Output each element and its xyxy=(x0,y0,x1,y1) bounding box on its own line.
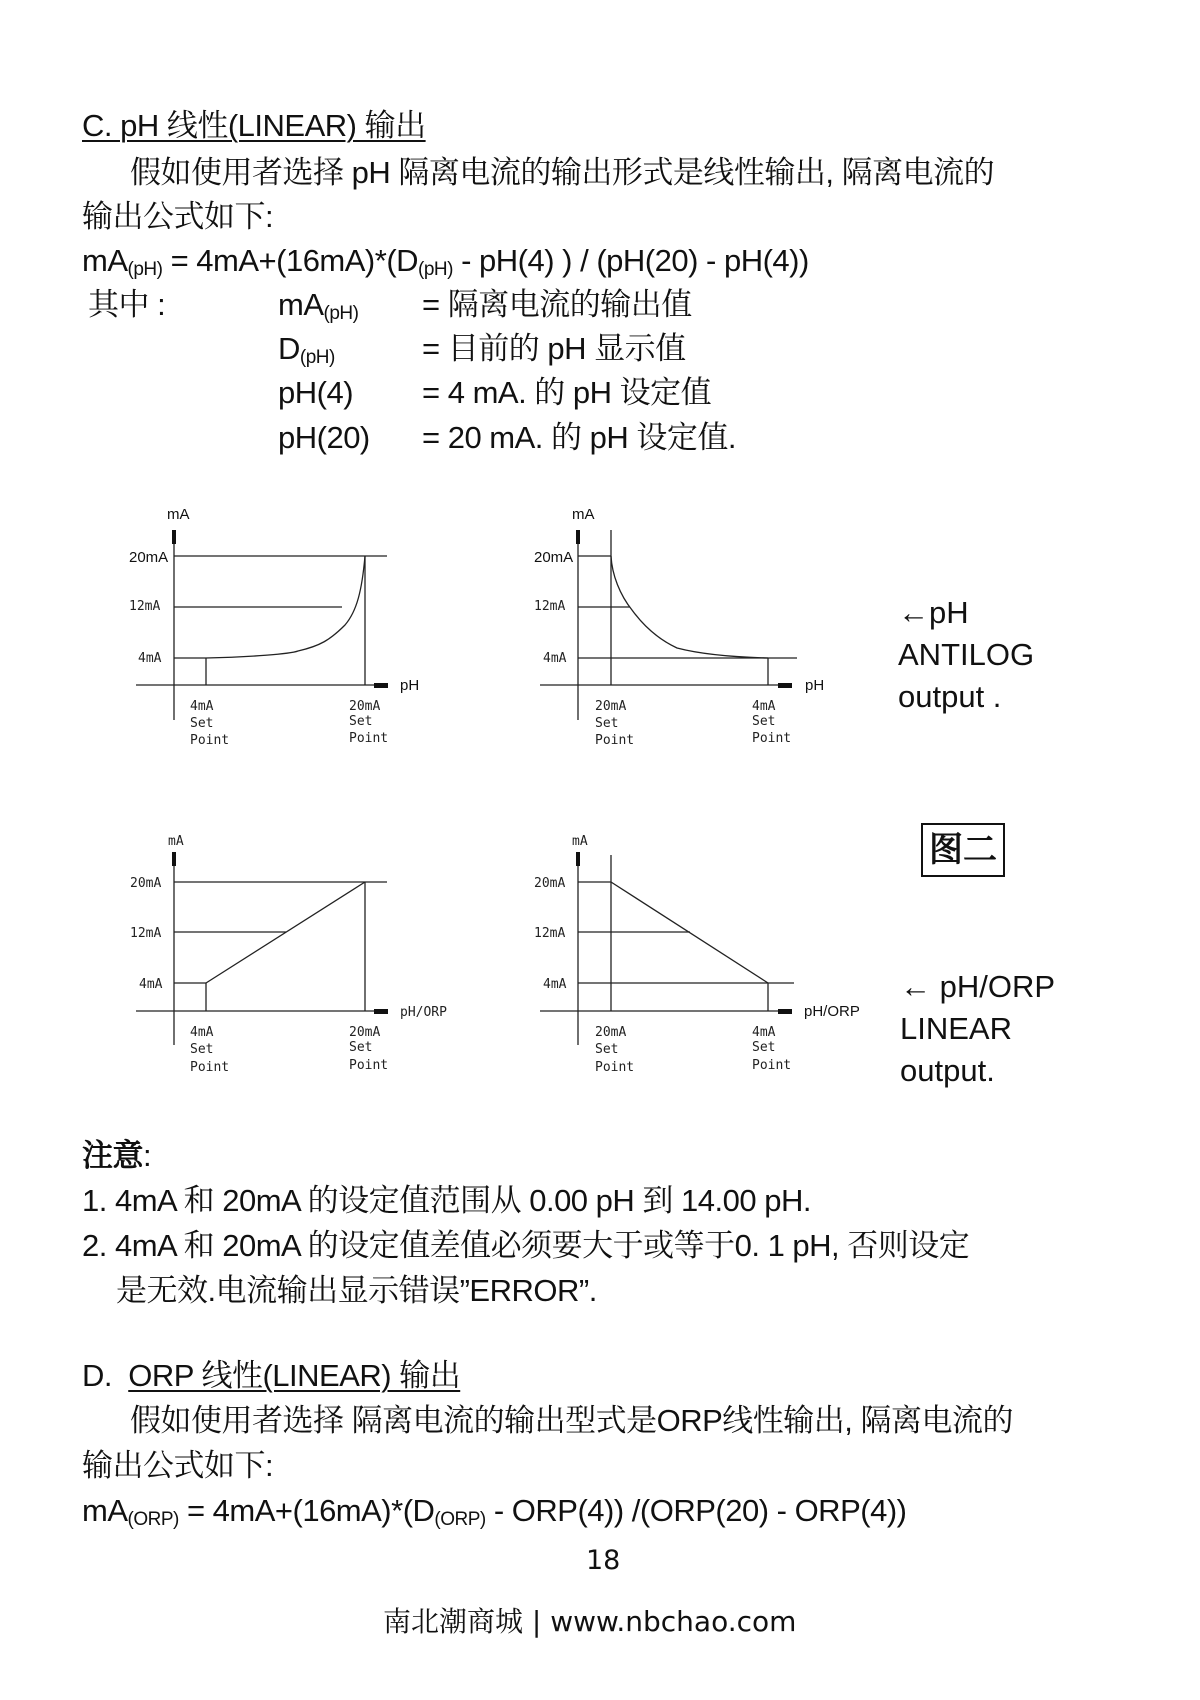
notes-colon: : xyxy=(143,1138,152,1173)
x-axis-label: pH/ORP xyxy=(804,1003,860,1020)
term-text: D xyxy=(278,331,300,366)
section-d-heading xyxy=(82,1358,460,1394)
caption-line: output. xyxy=(900,1053,995,1088)
section-c-intro-line1: 假如使用者选择 pH 隔离电流的输出形式是线性输出, 隔离电流的 xyxy=(130,155,995,190)
y-tick-20: 20mA xyxy=(130,876,162,891)
y-tick-4: 4mA xyxy=(139,977,163,992)
caption-line: output . xyxy=(898,679,1002,714)
x-tick-setpoint: 4mA xyxy=(190,1025,214,1040)
footer-site[interactable]: 南北潮商城 | www.nbchao.com xyxy=(383,1605,797,1638)
y-tick-20: 20mA xyxy=(534,549,574,566)
y-tick-12: 12mA xyxy=(534,926,566,941)
x-tick-setpoint: 20mA xyxy=(349,1025,381,1040)
chart-antilog-decreasing xyxy=(540,530,797,720)
x-tick-setpoint: 4mA xyxy=(752,1025,776,1040)
caption-line: ANTILOG xyxy=(898,637,1035,672)
x-tick-setpoint: 20mA xyxy=(595,1025,627,1040)
term-sub: (pH) xyxy=(323,303,359,324)
section-c-heading: C. pH 线性(LINEAR) 输出 xyxy=(82,108,426,143)
term-text: mA xyxy=(278,287,324,322)
x-tick-set: Set xyxy=(349,1040,373,1055)
section-d-intro-line2: 输出公式如下: xyxy=(82,1448,274,1483)
y-axis-label: mA xyxy=(572,834,588,849)
x-axis-label: pH/ORP xyxy=(400,1005,447,1020)
formula-part2: - pH(4) ) / (pH(20) - pH(4)) xyxy=(452,243,809,278)
note-item-2: 2. 4mA 和 20mA 的设定值差值必须要大于或等于0. 1 pH, 否则设定 xyxy=(82,1228,970,1263)
chart-linear-increasing xyxy=(136,852,388,1045)
x-tick-set: Set xyxy=(190,1042,214,1057)
formula-part1: = 4mA+(16mA)*(D xyxy=(162,243,419,278)
formula-lhs: mA xyxy=(82,243,128,278)
formula-d-sub: (ORP) xyxy=(434,1509,486,1530)
definition-text: = 4 mA. 的 pH 设定值 xyxy=(422,375,712,410)
y-tick-20: 20mA xyxy=(534,876,566,891)
x-tick-point: Point xyxy=(595,733,635,748)
y-tick-4: 4mA xyxy=(543,651,567,666)
formula-lhs-sub: (ORP) xyxy=(127,1509,179,1530)
y-tick-12: 12mA xyxy=(130,926,162,941)
x-tick-setpoint: 20mA xyxy=(595,699,627,714)
chart-linear-decreasing xyxy=(540,852,794,1045)
linear-caption xyxy=(900,966,1055,1092)
formula-part2: - ORP(4)) /(ORP(20) - ORP(4)) xyxy=(485,1493,907,1528)
figure-label-box: 图二 xyxy=(921,823,1005,877)
x-axis-label: pH xyxy=(805,677,825,694)
notes-title-text: 注意 xyxy=(82,1138,143,1173)
y-axis-label: mA xyxy=(168,834,184,849)
y-tick-4: 4mA xyxy=(543,977,567,992)
y-tick-20: 20mA xyxy=(129,549,169,566)
formula-lhs-sub: (pH) xyxy=(127,259,163,280)
chart-antilog-increasing xyxy=(136,530,388,720)
definition-text: = 目前的 pH 显示值 xyxy=(422,331,686,366)
y-tick-4: 4mA xyxy=(138,651,162,666)
y-tick-12: 12mA xyxy=(534,599,566,614)
caption-line: ← pH/ORP xyxy=(900,969,1056,1004)
section-d-prefix: D. xyxy=(82,1358,129,1393)
x-tick-point: Point xyxy=(349,731,389,746)
y-axis-label: mA xyxy=(167,506,190,523)
x-tick-set: Set xyxy=(752,1040,776,1055)
formula-lhs: mA xyxy=(82,1493,128,1528)
caption-line: LINEAR xyxy=(900,1011,1012,1046)
x-tick-set: Set xyxy=(190,716,214,731)
x-tick-point: Point xyxy=(190,733,230,748)
x-tick-point: Point xyxy=(349,1058,389,1073)
section-d-formula xyxy=(82,1493,906,1538)
note-item-1: 1. 4mA 和 20mA 的设定值范围从 0.00 pH 到 14.00 pH. xyxy=(82,1183,811,1218)
x-tick-point: Point xyxy=(190,1060,230,1075)
definition-text: = 20 mA. 的 pH 设定值. xyxy=(422,420,737,455)
term-sub: (pH) xyxy=(299,347,335,368)
x-tick-set: Set xyxy=(752,714,776,729)
definition-term: pH(4) xyxy=(278,375,354,410)
antilog-caption xyxy=(898,592,1034,718)
y-tick-12: 12mA xyxy=(129,599,161,614)
x-tick-point: Point xyxy=(752,731,792,746)
note-item-2-cont: 是无效.电流输出显示错误”ERROR”. xyxy=(116,1273,597,1308)
definition-term: pH(20) xyxy=(278,420,370,455)
section-d-intro-line1: 假如使用者选择 隔离电流的输出型式是ORP线性输出, 隔离电流的 xyxy=(130,1403,1014,1438)
x-tick-set: Set xyxy=(595,1042,619,1057)
y-axis-label: mA xyxy=(572,506,595,523)
x-tick-point: Point xyxy=(752,1058,792,1073)
x-tick-setpoint: 4mA xyxy=(752,699,776,714)
x-axis-label: pH xyxy=(400,677,420,694)
where-label: 其中 : xyxy=(88,287,166,322)
x-tick-set: Set xyxy=(595,716,619,731)
x-tick-setpoint: 4mA xyxy=(190,699,214,714)
formula-d-sub: (pH) xyxy=(418,259,453,280)
x-tick-setpoint: 20mA xyxy=(349,699,381,714)
page-number: 18 xyxy=(586,1545,621,1576)
caption-line: ←pH xyxy=(898,595,969,630)
x-tick-point: Point xyxy=(595,1060,635,1075)
notes-title xyxy=(82,1138,151,1174)
x-tick-set: Set xyxy=(349,714,373,729)
section-d-title: ORP 线性(LINEAR) 输出 xyxy=(128,1358,461,1393)
formula-part1: = 4mA+(16mA)*(D xyxy=(178,1493,435,1528)
section-c-intro-line2: 输出公式如下: xyxy=(82,199,274,234)
definition-text: = 隔离电流的输出值 xyxy=(422,287,692,322)
